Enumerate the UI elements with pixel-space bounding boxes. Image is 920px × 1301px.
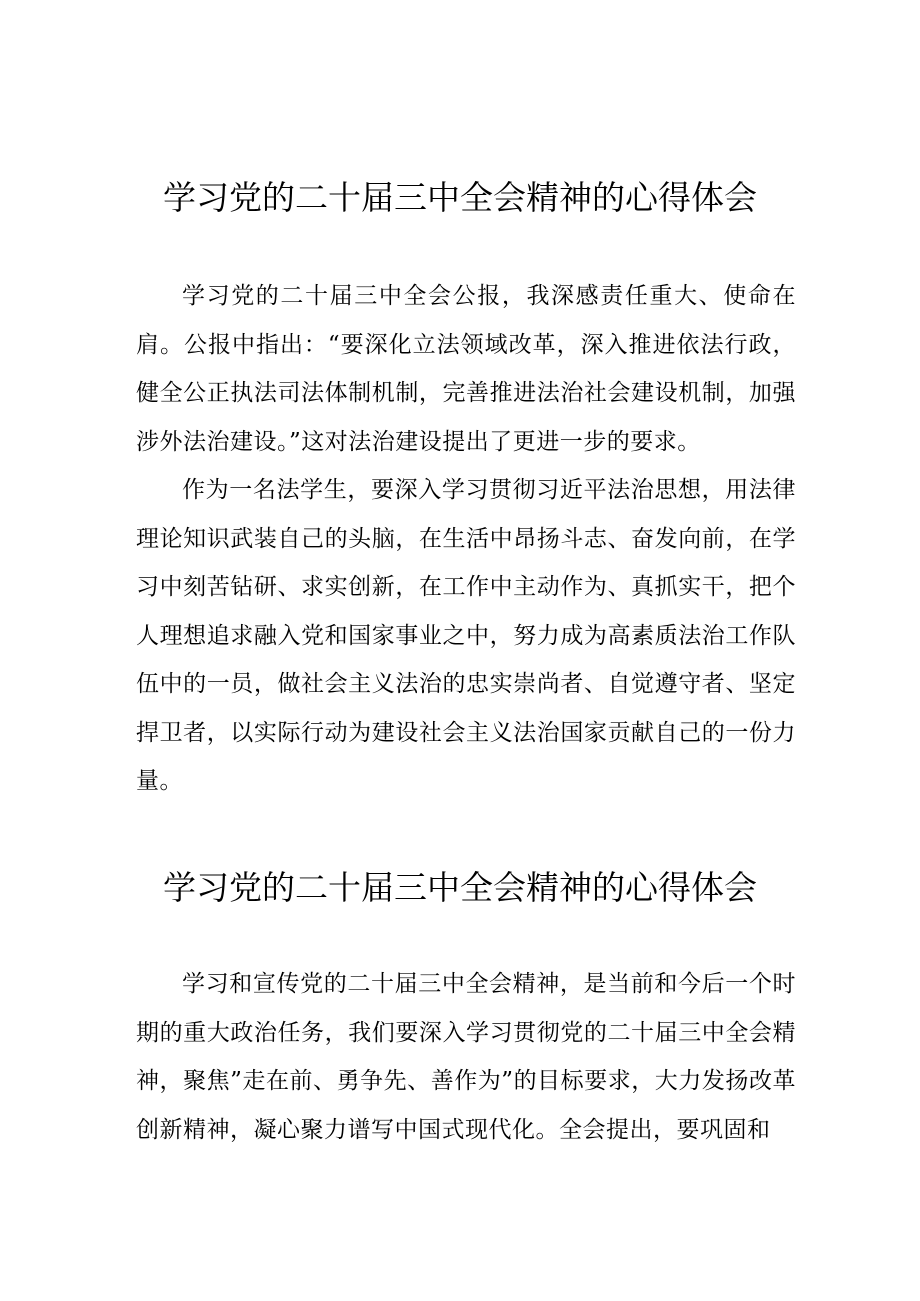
section-title: 学习党的二十届三中全会精神的心得体会: [163, 868, 757, 907]
section-title: 学习党的二十届三中全会精神的心得体会: [163, 178, 757, 217]
paragraph: 作为一名法学生，要深入学习贯彻习近平法治思想，用法律理论知识武装自己的头脑，在生活中昂扬斗志、奋发向前，在学习中刻苦钻研、求实创新，在工作中主动作为、真抓实干，把个人理想追求融入党和国家事业之中，努力成为高素质法治工作队伍中的一员，做社会主义法治的忠实崇尚者、自觉遵守者、坚定捍卫者，以实际行动为建设社会主义法治国家贡献自己的一份力量。: [136, 477, 796, 794]
paragraph: 学习党的二十届三中全会公报，我深感责任重大、使命在肩。公报中指出：“要深化立法领域改革，深入推进依法行政，健全公正执法司法体制机制，完善推进法治社会建设机制，加强涉外法治建设。”这对法治建设提出了更进一步的要求。: [136, 283, 796, 455]
paragraph: 学习和宣传党的二十届三中全会精神，是当前和今后一个时期的重大政治任务，我们要深入学习贯彻党的二十届三中全会精神，聚焦”走在前、勇争先、善作为”的目标要求，大力发扬改革创新精神，凝心聚力谱写中国式现代化。全会提出，要巩固和: [136, 971, 796, 1143]
